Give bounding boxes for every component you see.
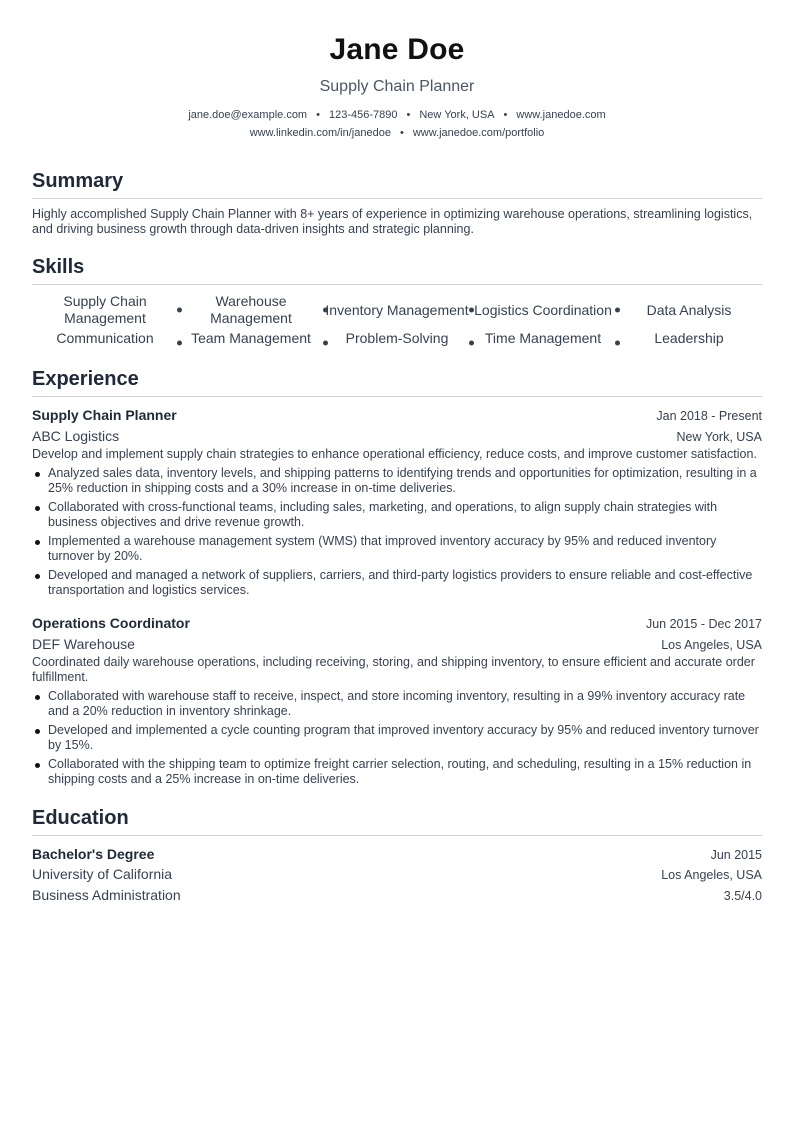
- experience-heading: Experience: [32, 366, 762, 397]
- graduation-date: Jun 2015: [710, 848, 762, 862]
- bullet-text: Implemented a warehouse management system (WMS) that improved inventory accuracy by 95% and reduced inventory turnover by 20%.: [48, 534, 717, 563]
- skill-label: Time Management: [484, 330, 602, 346]
- contact-line-1: [32, 106, 762, 124]
- skill-item: [178, 293, 324, 327]
- bullet-text: Collaborated with cross-functional teams, including sales, marketing, and operations, to align supply chain strategies with business objectives and drive revenue growth.: [48, 500, 718, 529]
- separator-dot: •: [406, 109, 411, 121]
- candidate-name: Jane Doe: [329, 33, 465, 66]
- skill-label: Inventory Management: [325, 301, 469, 318]
- bullet-item: [32, 757, 762, 787]
- bullet-icon: [35, 506, 40, 511]
- skill-label: Problem-Solving: [345, 330, 449, 346]
- summary-heading: Summary: [32, 168, 762, 199]
- job-entry: [32, 406, 762, 598]
- skill-label: Supply Chain Management: [63, 293, 147, 326]
- resume-page: [32, 0, 762, 906]
- bullet-icon: [35, 472, 40, 477]
- skill-item: [32, 293, 178, 327]
- candidate-title: Supply Chain Planner: [319, 78, 475, 95]
- separator-dot: •: [316, 109, 320, 121]
- skill-item: [616, 330, 762, 350]
- job-title: Operations Coordinator: [32, 615, 190, 631]
- skills-section: [32, 254, 762, 350]
- skill-label: Warehouse Management: [210, 293, 292, 326]
- skill-label: Logistics Coordination: [474, 301, 612, 318]
- skill-label: Data Analysis: [646, 301, 732, 318]
- degree: Bachelor's Degree: [32, 846, 155, 862]
- contact-phone: 123-456-7890: [328, 109, 398, 121]
- job-bullets: [32, 466, 762, 598]
- bullet-item: [32, 568, 762, 598]
- summary-text: Highly accomplished Supply Chain Planner with 8+ years of experience in optimizing warehouse operations, streamlining logistics, and driving business growth through data-driven insights and strategic planning.: [32, 207, 753, 236]
- job-title: Supply Chain Planner: [32, 407, 177, 423]
- skill-item: [324, 330, 470, 350]
- bullet-item: [32, 723, 762, 753]
- skills-grid: [32, 293, 762, 350]
- skill-item: [178, 330, 324, 350]
- bullet-text: Analyzed sales data, inventory levels, and shipping patterns to identifying trends and opportunities for optimization, resulting in a 25% reduction in shipping costs and a 30% increase in on-time deliveries.: [48, 466, 757, 495]
- bullet-text: Developed and managed a network of suppliers, carriers, and third-party logistics providers to ensure reliable and cost-effective transportation and logistics services.: [48, 568, 753, 597]
- bullet-item: [32, 466, 762, 496]
- contact-location: New York, USA: [419, 109, 495, 121]
- job-description: Coordinated daily warehouse operations, including receiving, storing, and shipping inventory, to ensure efficient and accurate order fulfillment.: [32, 655, 755, 684]
- job-location: New York, USA: [676, 430, 762, 444]
- resume-header: [32, 0, 762, 142]
- bullet-icon: [35, 574, 40, 579]
- bullet-icon: [35, 729, 40, 734]
- skills-heading: Skills: [32, 254, 762, 285]
- education-entry: [32, 844, 762, 906]
- separator-dot: •: [399, 127, 404, 139]
- skill-item: [324, 293, 470, 327]
- company-name: DEF Warehouse: [32, 636, 135, 652]
- skill-label: Leadership: [654, 330, 724, 346]
- bullet-icon: [35, 540, 40, 545]
- bullet-item: [32, 534, 762, 564]
- contact-linkedin[interactable]: www.linkedin.com/in/janedoe: [249, 127, 391, 139]
- skill-item: [470, 293, 616, 327]
- bullet-icon: [35, 763, 40, 768]
- contact-portfolio[interactable]: www.janedoe.com/portfolio: [412, 127, 545, 139]
- bullet-icon: [35, 695, 40, 700]
- bullet-item: [32, 689, 762, 719]
- job-bullets: [32, 689, 762, 787]
- gpa: 3.5/4.0: [723, 889, 762, 903]
- skill-item: [32, 330, 178, 350]
- contact-line-2: [32, 124, 762, 142]
- skill-item: [470, 330, 616, 350]
- skill-item: [616, 293, 762, 327]
- bullet-item: [32, 500, 762, 530]
- contact-email[interactable]: jane.doe@example.com: [188, 109, 308, 121]
- job-date: Jan 2018 - Present: [656, 409, 762, 423]
- bullet-text: Collaborated with warehouse staff to receive, inspect, and store incoming inventory, resulting in a 99% inventory accuracy rate and a 20% reduction in inventory shrinkage.: [48, 689, 746, 718]
- job-date: Jun 2015 - Dec 2017: [645, 617, 762, 631]
- skill-label: Communication: [56, 330, 154, 346]
- summary-section: [32, 168, 762, 237]
- job-entry: [32, 614, 762, 787]
- separator-dot: •: [503, 109, 508, 121]
- field-of-study: Business Administration: [32, 887, 181, 903]
- job-description: Develop and implement supply chain strategies to enhance operational efficiency, reduce costs, and improve customer satisfaction.: [32, 447, 757, 461]
- bullet-text: Developed and implemented a cycle counting program that improved inventory accuracy by 95% and reduced inventory turnover by 15%.: [48, 723, 759, 752]
- school-name: University of California: [32, 866, 173, 882]
- school-location: Los Angeles, USA: [661, 868, 762, 882]
- bullet-text: Collaborated with the shipping team to optimize freight carrier selection, routing, and scheduling, resulting in a 15% reduction in shipping costs and a 25% increase in on-time deliveries.: [48, 757, 752, 786]
- education-heading: Education: [32, 805, 762, 836]
- skill-label: Team Management: [191, 330, 311, 346]
- company-name: ABC Logistics: [32, 428, 120, 444]
- experience-section: [32, 366, 762, 787]
- job-location: Los Angeles, USA: [661, 638, 762, 652]
- contact-website[interactable]: www.janedoe.com: [516, 109, 606, 121]
- education-section: [32, 805, 762, 906]
